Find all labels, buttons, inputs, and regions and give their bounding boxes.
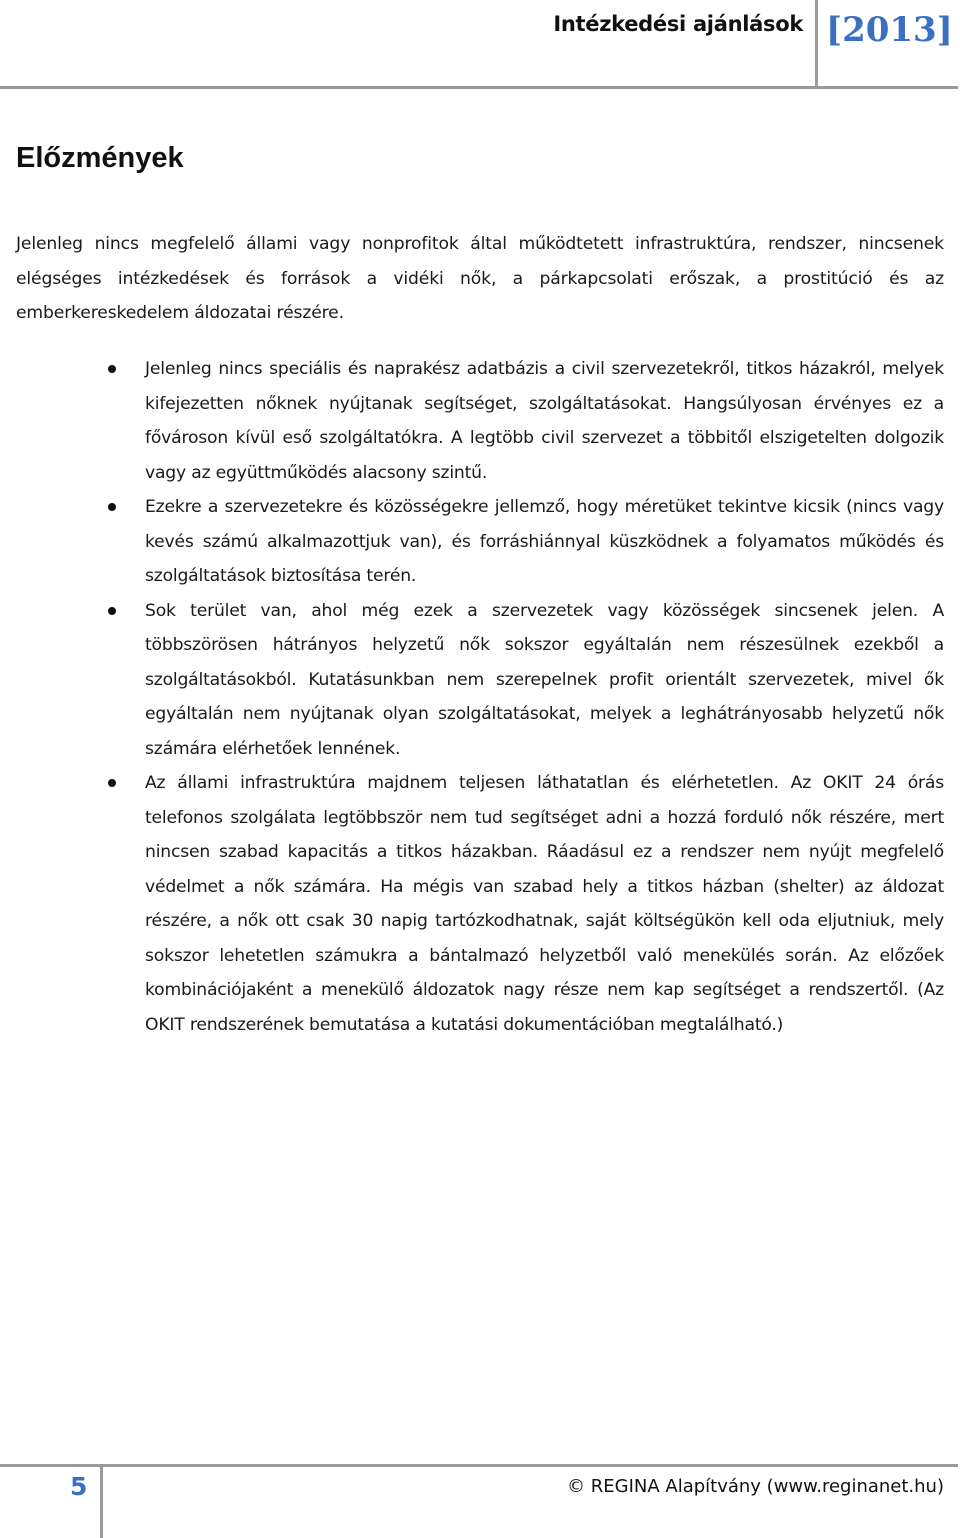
list-item-text: Ezekre a szervezetekre és közösségekre jellemző, hogy méretüket tekintve kicsik (nincs vagy kevés számú alkalmazottjuk van), és forráshiánnyal küszködnek a folyamatos működés és szolgáltatások biztosítása terén. xyxy=(145,497,944,586)
intro-paragraph: Jelenleg nincs megfelelő állami vagy nonprofitok által működtetett infrastruktúra, rendszer, nincsenek elégséges intézkedések és források a vidéki nők, a párkapcsolati erőszak, a prostitúció és az emberkereskedelem áldozatai részére. xyxy=(16,234,944,323)
bullet-icon xyxy=(108,365,116,373)
list-item-text: Az állami infrastruktúra majdnem teljesen láthatatlan és elérhetetlen. Az OKIT 24 órás telefonos szolgálata legtöbbször nem tud segítséget adni a hozzá forduló nők részére, mert nincsen szabad kapacitás a titkos házakban. Ráadásul ez a rendszer nem nyújt megfelelő védelmet a nők számára. Ha mégis van szabad hely a titkos házban (shelter) az áldozat részére, a nők ott csak 30 napig tartózkodhatnak, saját költségükön kell oda eljutniuk, mely sokszor lehetetlen számukra a bántalmazó helyzetből való menekülés során. Az előzőek kombinációjaként a menekülő áldozatok nagy része nem kap segítséget a rendszertől. (Az OKIT rendszerének bemutatása a kutatási dokumentációban megtalálható.) xyxy=(145,773,944,1035)
document-year: [2013] xyxy=(826,10,953,50)
bullet-icon xyxy=(108,607,116,615)
header-divider xyxy=(815,0,818,88)
document-title: Intézkedési ajánlások xyxy=(553,12,803,36)
list-item xyxy=(0,594,944,767)
header-rule xyxy=(0,86,958,89)
footer-divider xyxy=(100,1464,103,1538)
bullet-icon xyxy=(108,779,116,787)
list-item-text: Jelenleg nincs speciális és naprakész adatbázis a civil szervezetekről, titkos házakról, melyek kifejezetten nőknek nyújtanak segítséget, szolgáltatásokat. Hangsúlyosan érvényes ez a fővároson kívül eső szolgáltatókra. A legtöbb civil szervezet a többitől elszigetelten dolgozik vagy az együttműködés alacsony szintű. xyxy=(145,359,944,483)
section-heading: Előzmények xyxy=(16,142,184,174)
footer-rule xyxy=(0,1464,958,1467)
bullet-icon xyxy=(108,503,116,511)
list-item-text: Sok terület van, ahol még ezek a szervezetek vagy közösségek sincsenek jelen. A többszörösen hátrányos helyzetű nők sokszor egyáltalán nem részesülnek ezekből a szolgáltatásokból. Kutatásunkban nem szerepelnek profit orientált szervezetek, mivel ők egyáltalán nem nyújtanak olyan szolgáltatásokat, melyek a leghátrányosabb helyzetű nők számára elérhetőek lennének. xyxy=(145,600,944,759)
footer-copyright: © REGINA Alapítvány (www.reginanet.hu) xyxy=(567,1476,944,1497)
list-item xyxy=(0,352,944,490)
list-item xyxy=(0,490,944,594)
page-number: 5 xyxy=(70,1472,88,1501)
list-item xyxy=(0,766,944,1042)
bullet-list xyxy=(0,352,944,1042)
